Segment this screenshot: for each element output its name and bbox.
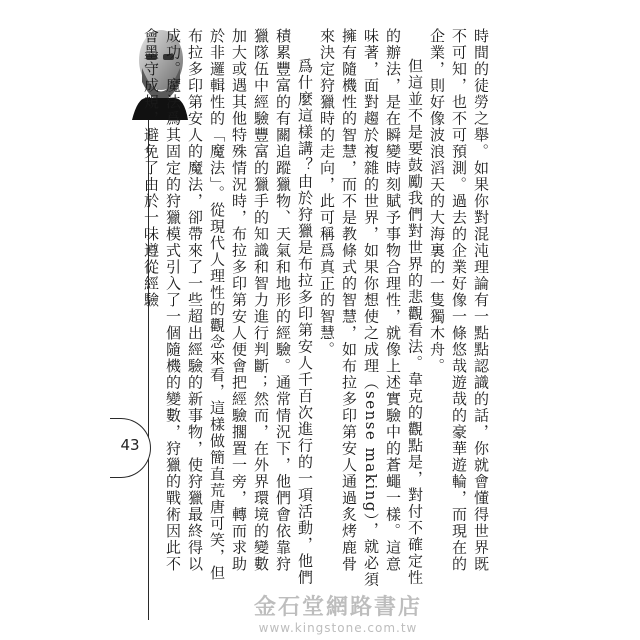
paragraph: 但這並不是要鼓勵我們對世界的悲觀看法。韋克的觀點是，對付不確定性的辦法，是在瞬變時刻賦予事物合理性，就像上述實驗中的蒼蠅一樣。這意味著，面對趨於複雜的世界，如果你想使之成理（sense making），就必須擁有隨機性的智慧，而不是教條式的智慧，如布拉多印第安人通過炙烤鹿骨來決定狩獵時的走向，此可稱爲真正的智慧。 <box>318 28 424 588</box>
paragraph: 時間的徒勞之舉。如果你對混沌理論有一點點認識的話，你就會懂得世界既不可知，也不可預測。過去的企業好像一條悠哉遊哉的豪華遊輪，而現在的企業，則好像波浪滔天的大海裏的一隻獨木舟。 <box>428 28 490 573</box>
page-number: 43 <box>120 436 140 454</box>
watermark-url: www.kingstone.com.tw <box>258 621 418 635</box>
paragraph: 爲什麼這樣講？由於狩獵是布拉多印第安人千百次進行的一項活動，他們積累豐富的有關追蹤獵物、天氣和地形的經驗。通常情況下，他們會依靠狩獵隊伍中經驗豐富的獵手的知識和智力進行判斷；然而，在外界環境的變數加大或遇其他特殊情況時，布拉多印第安人便會把經驗擱置一旁，轉而求助於非邏輯性的「魔法」。從現代人理性的觀念來看，這樣做簡直荒唐可笑，但布拉多印第安人的魔法，卻帶來了一些超出經驗的新事物，使狩獵最終得以成功。魔法爲其固定的狩獵模式引入了一個隨機的變數，狩獵的戰術因此不會墨守成規，避免了由於一味遵從經驗 <box>142 28 314 586</box>
vertical-text-body <box>144 28 492 588</box>
watermark <box>228 590 448 635</box>
watermark-title: 金石堂網路書店 <box>253 594 422 620</box>
